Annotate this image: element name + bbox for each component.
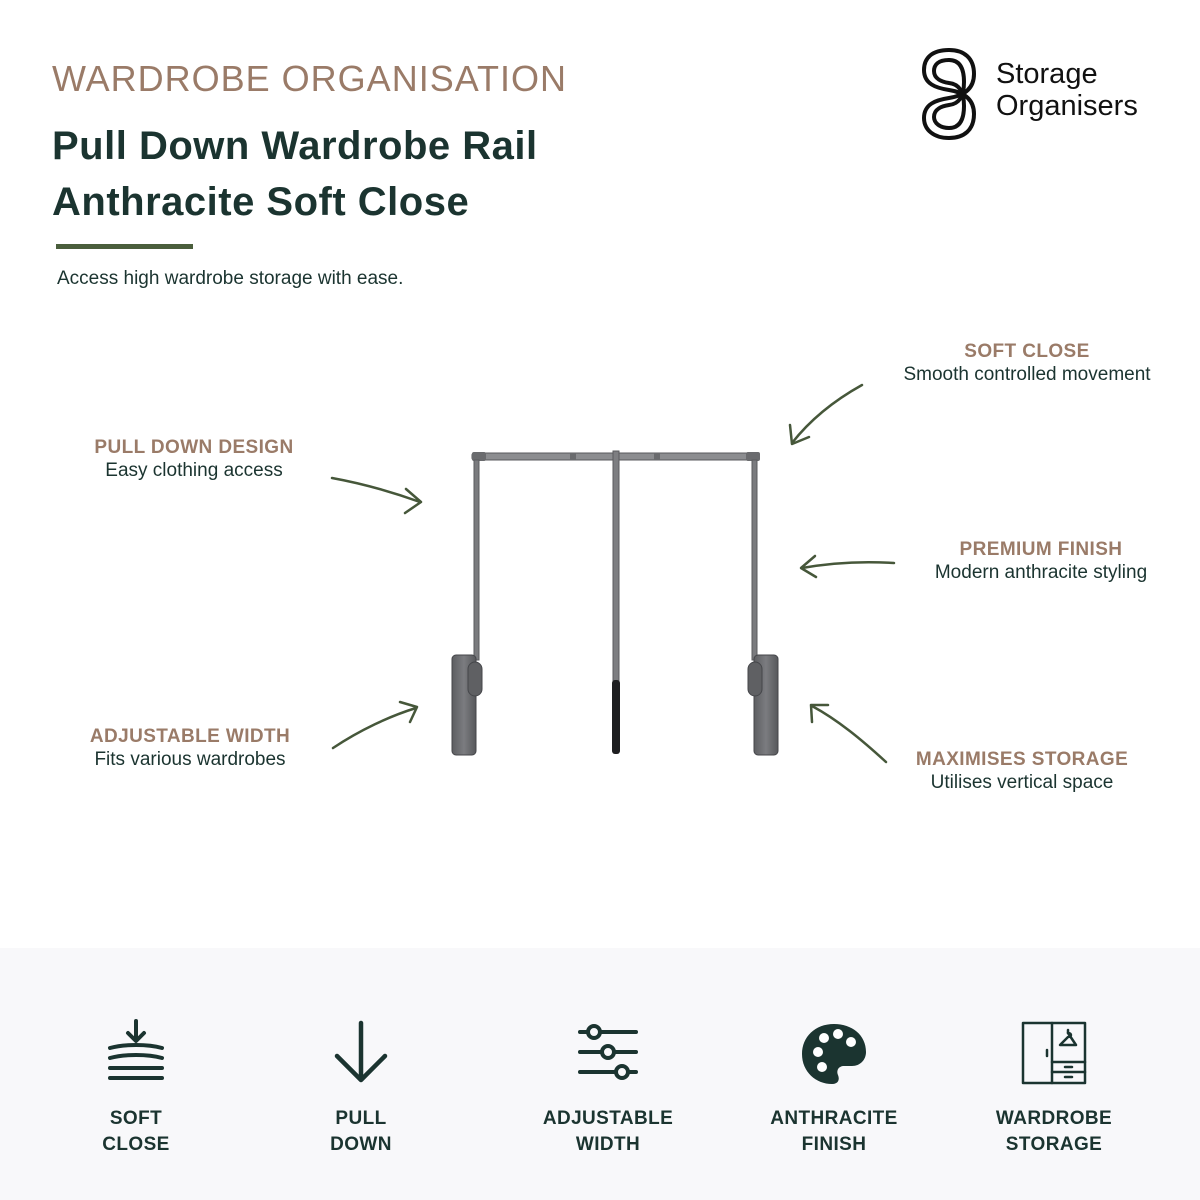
soft-close-icon xyxy=(106,1018,166,1086)
feature-adjustable-width xyxy=(513,1106,703,1158)
feature-anthracite-finish xyxy=(739,1106,929,1158)
page-title-line-2: Anthracite Soft Close xyxy=(52,180,470,224)
arrow-down-icon xyxy=(332,1020,390,1084)
arrow-maximises-icon xyxy=(812,706,886,762)
callout-heading: PULL DOWN DESIGN xyxy=(94,437,294,458)
feature-label-line-2: CLOSE xyxy=(102,1134,170,1155)
wardrobe-icon xyxy=(1020,1020,1088,1086)
feature-label-line-2: STORAGE xyxy=(1005,1134,1103,1155)
brand-name-line-1: Storage xyxy=(996,58,1098,90)
page-title-line-1: Pull Down Wardrobe Rail xyxy=(52,124,538,168)
feature-label-line-2: DOWN xyxy=(330,1134,392,1155)
feature-label-line-1: SOFT xyxy=(109,1108,163,1129)
arrow-adjustable-icon xyxy=(333,708,416,748)
feature-soft-close xyxy=(41,1106,231,1158)
feature-label-line-2: WIDTH xyxy=(575,1134,641,1155)
feature-label-line-1: PULL xyxy=(335,1108,387,1129)
callout-heading: PREMIUM FINISH xyxy=(959,539,1123,560)
wardrobe-rail-product-image xyxy=(440,440,780,770)
eyebrow-label: WARDROBE ORGANISATION xyxy=(52,58,568,99)
feature-label-line-1: ADJUSTABLE xyxy=(542,1108,674,1129)
callout-description: Smooth controlled movement xyxy=(903,364,1151,385)
arrow-premium-icon xyxy=(802,562,894,568)
feature-wardrobe-storage xyxy=(959,1106,1149,1158)
feature-label-line-2: FINISH xyxy=(801,1134,867,1155)
brand-name-line-2: Organisers xyxy=(996,90,1138,122)
callout-description: Modern anthracite styling xyxy=(934,562,1148,583)
callout-description: Fits various wardrobes xyxy=(94,749,286,770)
palette-icon xyxy=(800,1022,868,1086)
callout-heading: MAXIMISES STORAGE xyxy=(915,749,1129,770)
feature-label-line-1: WARDROBE xyxy=(995,1108,1113,1129)
page-subtitle: Access high wardrobe storage with ease. xyxy=(57,268,404,289)
callout-description: Utilises vertical space xyxy=(930,772,1114,793)
feature-label-line-1: ANTHRACITE xyxy=(770,1108,898,1129)
arrow-soft-close-icon xyxy=(792,385,862,443)
feature-pull-down xyxy=(266,1106,456,1158)
callout-heading: ADJUSTABLE WIDTH xyxy=(89,726,291,747)
arrow-pull-down-head-icon xyxy=(405,489,421,513)
sliders-icon xyxy=(576,1022,640,1082)
callout-description: Easy clothing access xyxy=(105,460,283,481)
callout-heading: SOFT CLOSE xyxy=(964,341,1090,362)
